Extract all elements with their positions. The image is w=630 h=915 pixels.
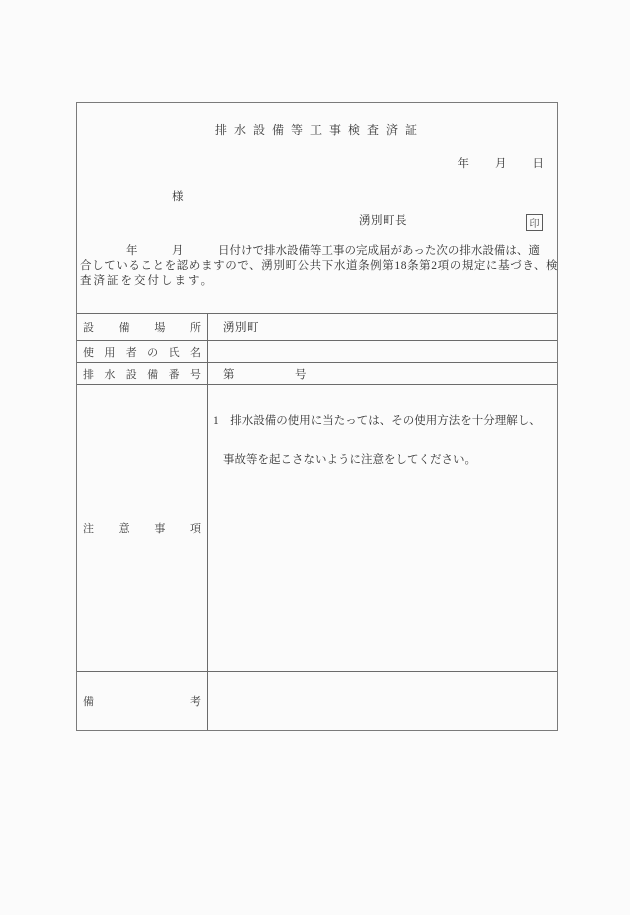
user-name-value — [208, 341, 557, 362]
equipment-location-value: 湧別町 — [223, 322, 259, 334]
user-name-label-cell — [77, 341, 208, 362]
notice-item-line: 事故等を起こさないように注意をしてください。 — [223, 454, 476, 466]
notice-label-cell — [77, 385, 208, 671]
addressee-honorific: 様 — [172, 191, 184, 203]
issuer-name: 湧別町長 — [359, 215, 407, 227]
form-header — [77, 103, 557, 313]
equipment-location-label: 設 備 場 所 — [83, 322, 201, 334]
table-row-equipment-location — [77, 313, 557, 340]
equipment-location-label-cell — [77, 314, 208, 340]
seal-mark-box — [526, 214, 543, 231]
body-paragraph-line: 合していることを認めますので、湧別町公共下水道条例第18条第2項の規定に基づき、検 — [80, 260, 559, 273]
equipment-number-value: 第 号 — [223, 368, 307, 381]
body-paragraph-line: 年 月 日付けで排水設備等工事の完成届があった次の排水設備は、適 — [80, 245, 540, 257]
notice-label: 注 意 事 項 — [83, 523, 201, 535]
certificate-form — [76, 102, 558, 731]
user-name-label: 使 用 者 の 氏 名 — [83, 346, 201, 359]
table-row-notice — [77, 384, 557, 671]
body-paragraph-line: 査済証を交付します。 — [80, 275, 215, 288]
equipment-number-label: 排 水 設 備 番 号 — [83, 368, 201, 381]
notice-item-line: 1 排水設備の使用に当たっては、その使用方法を十分理解し、 — [213, 415, 541, 427]
table-row-remarks — [77, 671, 557, 730]
table-row-user-name — [77, 340, 557, 362]
body-paragraph — [80, 244, 559, 290]
table-row-equipment-number — [77, 362, 557, 384]
notice-value — [208, 385, 557, 671]
seal-mark-glyph: 印 — [529, 219, 540, 230]
issue-date-line: 年 月 日 — [457, 158, 545, 170]
equipment-number-label-cell — [77, 363, 208, 384]
remarks-label: 備 考 — [83, 696, 201, 708]
form-title: 排 水 設 備 等 工 事 検 査 済 証 — [214, 123, 419, 137]
remarks-label-cell — [77, 672, 208, 730]
remarks-value — [208, 672, 557, 730]
